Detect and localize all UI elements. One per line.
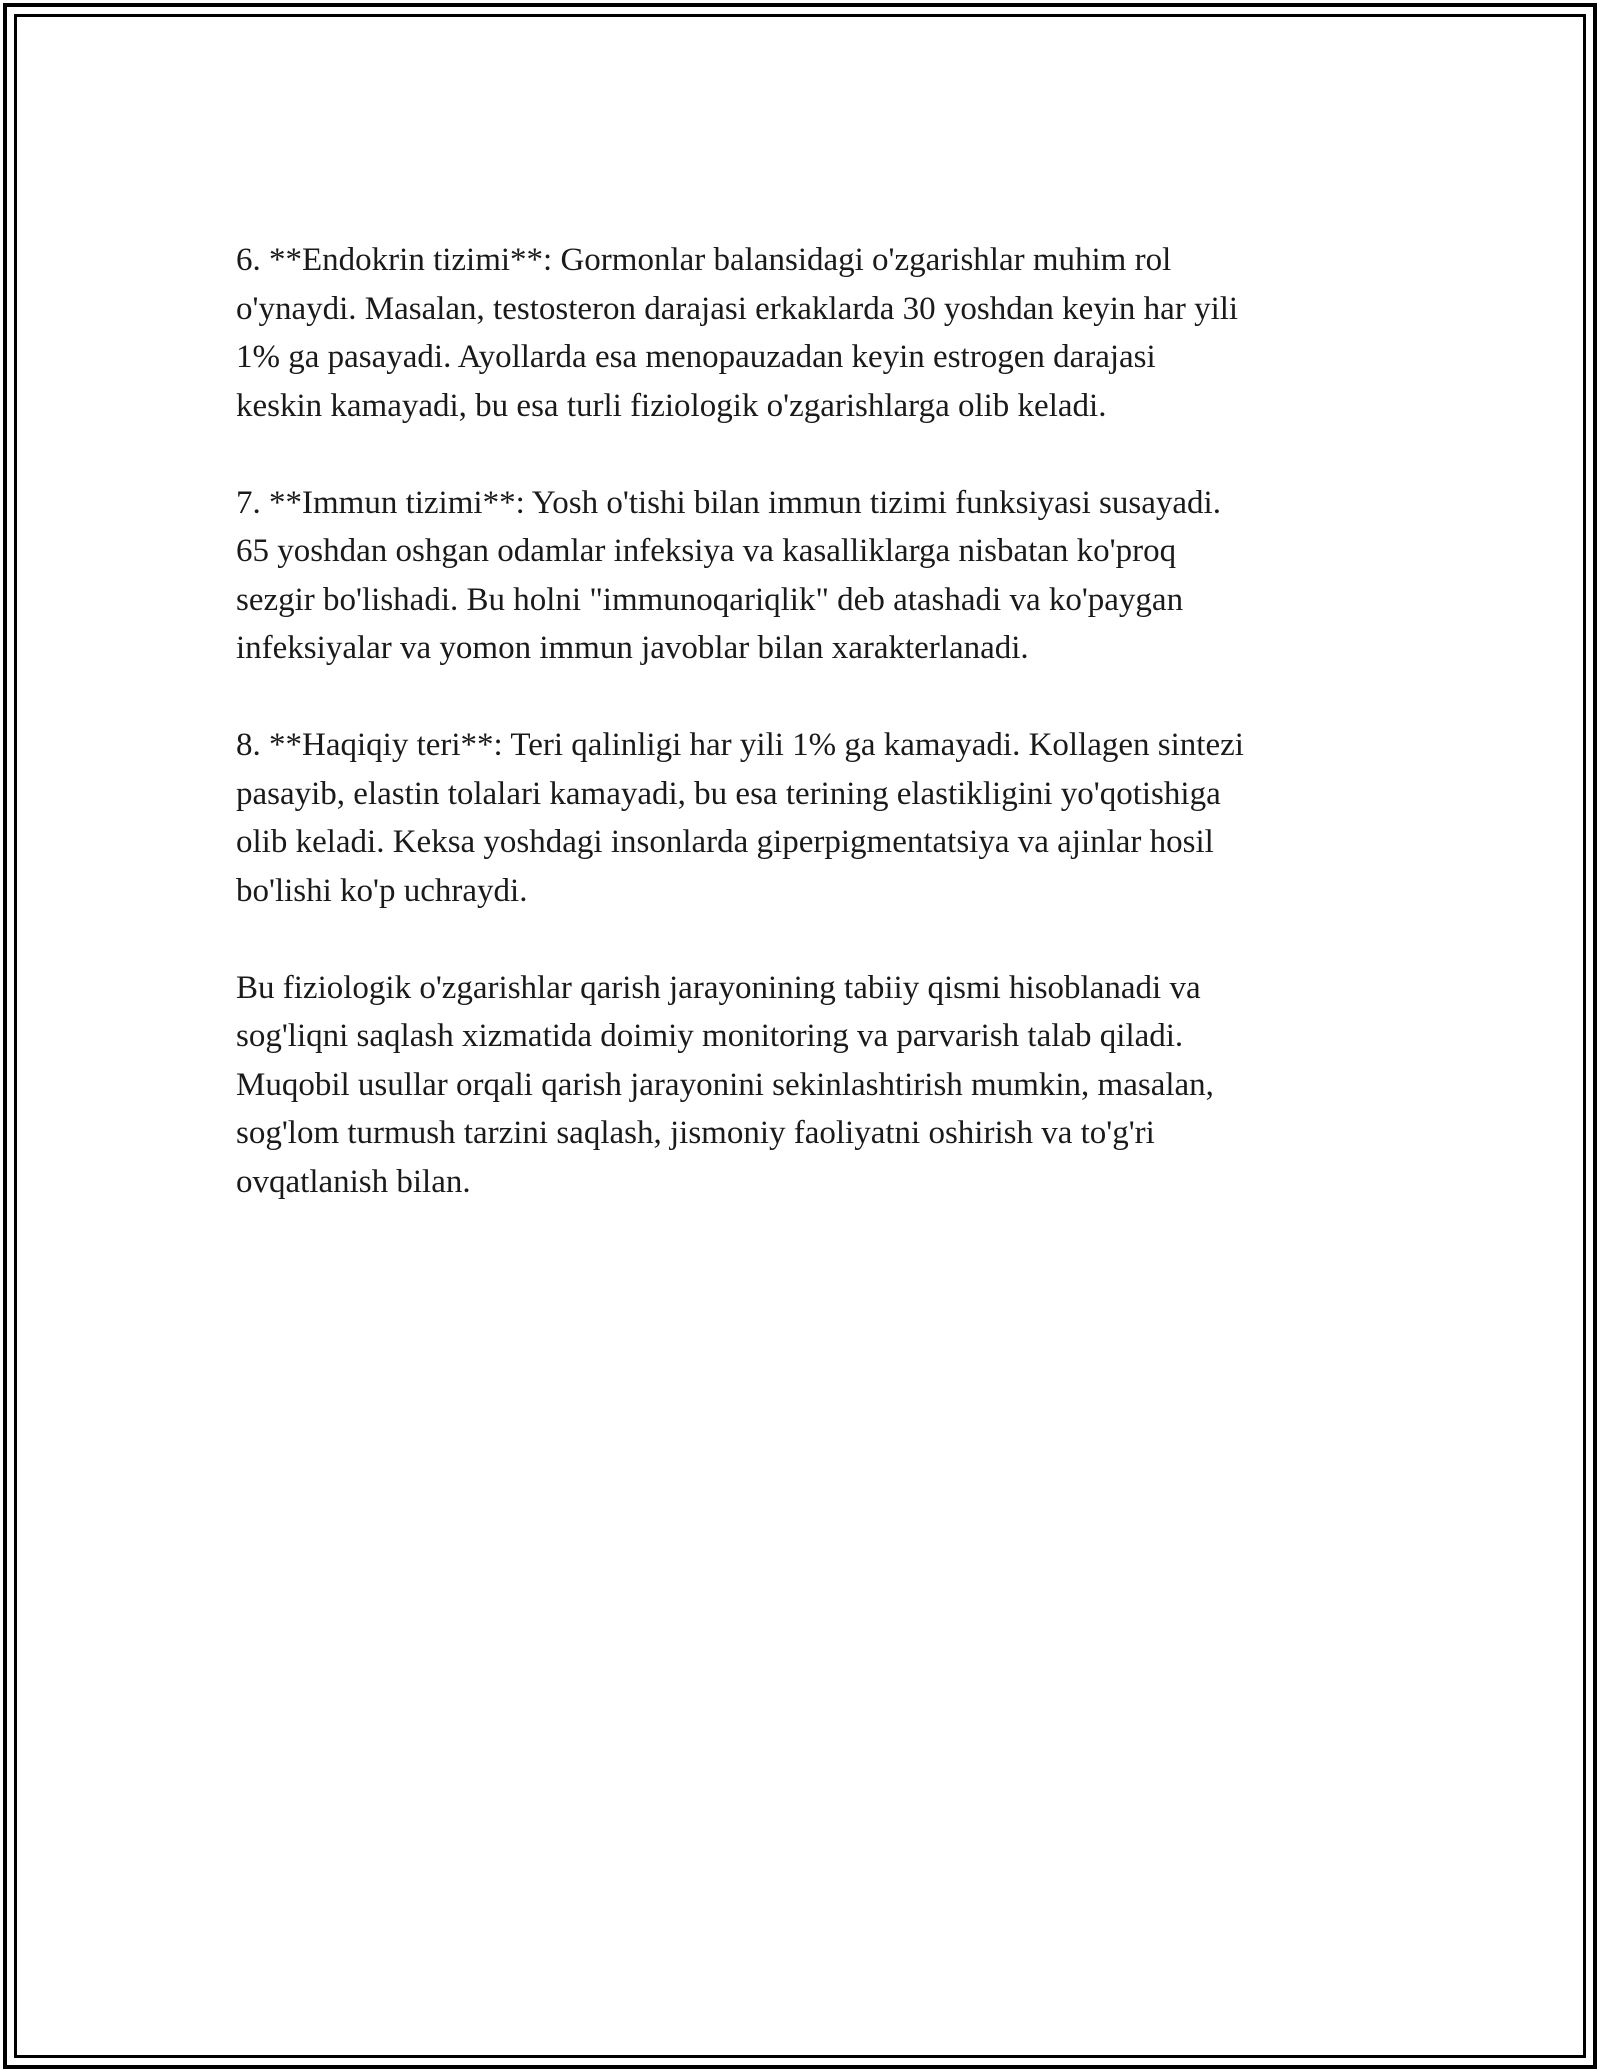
text-line: sog'liqni saqlash xizmatida doimiy monitoring va parvarish talab qiladi. — [236, 1018, 1184, 1054]
text-line: 1% ga pasayadi. Ayollarda esa menopauzadan keyin estrogen darajasi — [236, 339, 1156, 375]
text-line: sezgir bo'lishadi. Bu holni "immunoqariqlik" deb atashadi va ko'paygan — [236, 581, 1184, 618]
text-line: 6. **Endokrin tizimi**: Gormonlar balansidagi o'zgarishlar muhim rol — [236, 242, 1172, 278]
text-line: olib keladi. Keksa yoshdagi insonlarda giperpigmentatsiya va ajinlar hosil — [236, 824, 1214, 860]
text-line: Bu fiziologik o'zgarishlar qarish jarayonining tabiiy qismi hisoblanadi va — [236, 969, 1201, 1006]
text-line: 7. **Immun tizimi**: Yosh o'tishi bilan immun tizimi funksiyasi susayadi. — [236, 484, 1221, 521]
text-line: 8. **Haqiqiy teri**: Teri qalinligi har yili 1% ga kamayadi. Kollagen sintezi — [236, 727, 1244, 763]
paragraph-skin — [236, 721, 1366, 915]
paragraph-endocrine-system — [236, 236, 1366, 430]
text-line: 65 yoshdan oshgan odamlar infeksiya va kasalliklarga nisbatan ko'proq — [236, 533, 1177, 569]
text-line: keskin kamayadi, bu esa turli fiziologik o'zgarishlarga olib keladi. — [236, 387, 1107, 424]
text-line: pasayib, elastin tolalari kamayadi, bu esa terining elastikligini yo'qotishiga — [236, 775, 1221, 812]
paragraph-conclusion — [236, 964, 1366, 1207]
text-line: bo'lishi ko'p uchraydi. — [236, 872, 528, 909]
text-line: ovqatlanish bilan. — [236, 1163, 471, 1200]
paragraph-immune-system — [236, 479, 1366, 673]
text-line: sog'lom turmush tarzini saqlash, jismoniy faoliyatni oshirish va to'g'ri — [236, 1115, 1155, 1151]
text-line: Muqobil usullar orqali qarish jarayonini sekinlashtirish mumkin, masalan, — [236, 1066, 1214, 1103]
text-line: infeksiyalar va yomon immun javoblar bilan xarakterlanadi. — [236, 630, 1029, 666]
document-body — [236, 236, 1366, 1255]
text-line: o'ynaydi. Masalan, testosteron darajasi erkaklarda 30 yoshdan keyin har yili — [236, 290, 1239, 327]
